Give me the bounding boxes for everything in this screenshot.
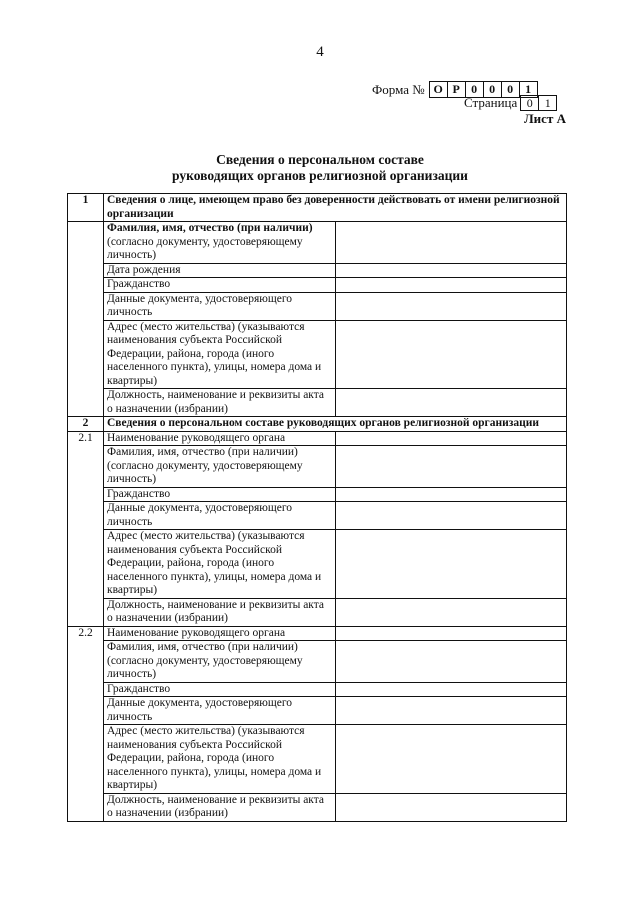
section-number: 2 [68,417,104,432]
table-row [68,626,567,641]
form-code-label: Форма № [372,81,425,97]
page-indicator-cell: 0 [526,96,533,110]
field-value[interactable] [336,697,567,725]
section-heading: Сведения о лице, имеющем право без доверенности действовать от имени религиозной организации [104,194,567,222]
field-label: Должность, наименование и реквизиты акта о назначении (избрании) [104,389,336,417]
table-row [68,682,567,697]
field-label: Адрес (место жительства) (указываются наименования субъекта Российской Федерации, района, города (иного населенного пункта), улицы, номера дома и квартиры) [104,320,336,389]
field-value[interactable] [336,263,567,278]
field-value[interactable] [336,292,567,320]
field-value[interactable] [336,682,567,697]
table-row [68,502,567,530]
field-value[interactable] [336,626,567,641]
field-label: Гражданство [104,487,336,502]
section-heading: Сведения о персональном составе руководящих органов религиозной организации [104,417,567,432]
table-row [68,487,567,502]
page-indicator-label: Страница [464,95,518,110]
table-row [68,530,567,599]
table-row [68,725,567,794]
section-header [68,417,567,432]
field-value[interactable] [336,530,567,599]
field-label: Наименование руководящего органа [104,431,336,446]
field-label: Адрес (место жительства) (указываются наименования субъекта Российской Федерации, района, города (иного населенного пункта), улицы, номера дома и квартиры) [104,530,336,599]
field-value[interactable] [336,793,567,821]
field-label: Гражданство [104,278,336,293]
form-code-cell: О [433,82,443,96]
field-value[interactable] [336,431,567,446]
sheet-label: Лист А [524,111,566,126]
form-code-cell: 0 [483,82,501,97]
field-label: Наименование руководящего органа [104,626,336,641]
table-row [68,320,567,389]
title-line-2: руководящих органов религиозной организации [172,168,468,183]
title-line-1: Сведения о персональном составе [216,152,424,167]
page-indicator-cells [520,95,557,111]
field-label-rest: (согласно документу, удостоверяющему личность) [107,235,303,261]
field-value[interactable] [336,278,567,293]
field-label: Гражданство [104,682,336,697]
field-label: Дата рождения [104,263,336,278]
table-row [68,446,567,488]
table-row [68,598,567,626]
field-label: Данные документа, удостоверяющего личность [104,697,336,725]
table-row [68,389,567,417]
page-number: 4 [316,44,324,60]
field-label: Данные документа, удостоверяющего личность [104,292,336,320]
page-indicator [464,95,557,111]
form-code-cell: Р [447,82,465,97]
table-row [68,278,567,293]
field-value[interactable] [336,641,567,683]
field-label [104,222,336,264]
subsection-number: 2.2 [68,626,104,821]
field-label: Должность, наименование и реквизиты акта о назначении (избрании) [104,598,336,626]
table-row [68,431,567,446]
section-header [68,194,567,222]
table-row [68,222,567,264]
form-code-cell: 1 [519,82,537,97]
form-code-cell: 0 [501,82,519,97]
page-indicator-cell: 1 [538,96,556,110]
field-label-bold: Фамилия, имя, отчество (при наличии) [107,222,313,234]
field-value[interactable] [336,598,567,626]
document-title [0,152,640,184]
subsection-number: 2.1 [68,431,104,626]
field-label: Фамилия, имя, отчество (при наличии) (согласно документу, удостоверяющему личность) [104,641,336,683]
table-row [68,641,567,683]
field-value[interactable] [336,487,567,502]
table-row [68,793,567,821]
table-row [68,697,567,725]
field-label: Адрес (место жительства) (указываются наименования субъекта Российской Федерации, района, города (иного населенного пункта), улицы, номера дома и квартиры) [104,725,336,794]
field-value[interactable] [336,725,567,794]
row-number-cell [68,222,104,417]
field-label: Должность, наименование и реквизиты акта о назначении (избрании) [104,793,336,821]
field-label: Данные документа, удостоверяющего личность [104,502,336,530]
form-code-cell: 0 [465,82,483,97]
table-row [68,263,567,278]
field-value[interactable] [336,502,567,530]
field-value[interactable] [336,389,567,417]
form-table [67,193,567,822]
field-value[interactable] [336,320,567,389]
table-row [68,292,567,320]
field-label: Фамилия, имя, отчество (при наличии) (согласно документу, удостоверяющему личность) [104,446,336,488]
section-number: 1 [68,194,104,222]
field-value[interactable] [336,446,567,488]
field-value[interactable] [336,222,567,264]
